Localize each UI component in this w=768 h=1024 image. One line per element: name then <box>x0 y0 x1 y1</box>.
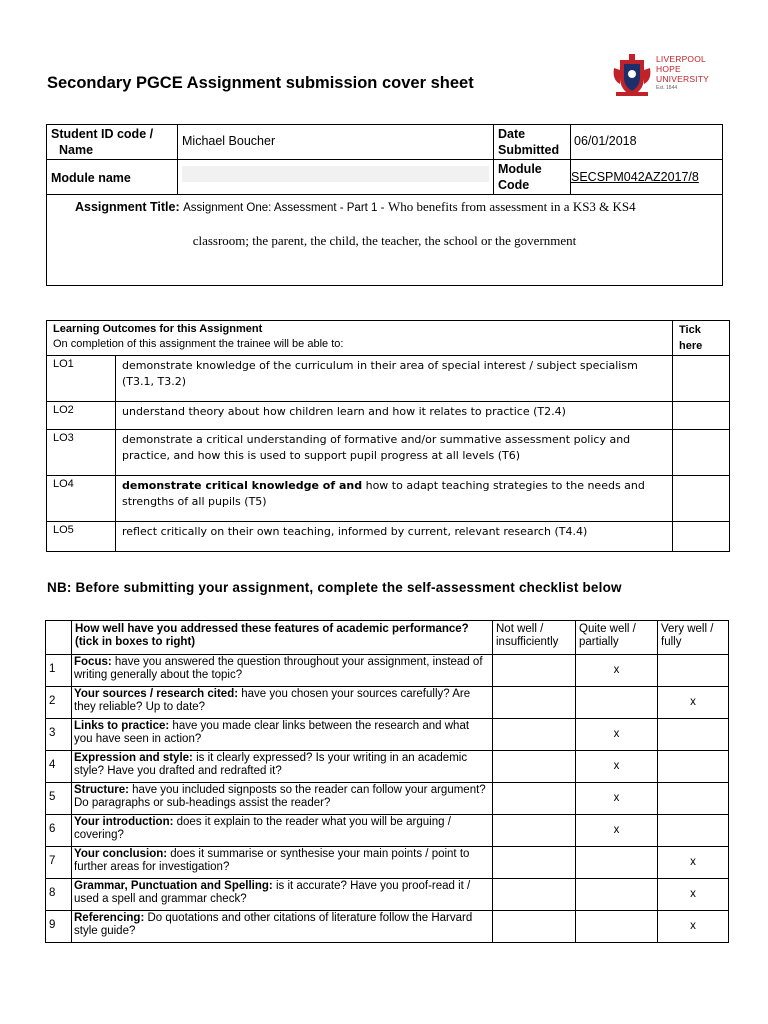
rating-quite-well-cell[interactable] <box>576 911 658 943</box>
outcome-code: LO4 <box>47 476 116 522</box>
rating-very-well-cell[interactable]: x <box>658 879 729 911</box>
rating-very-well-cell[interactable] <box>658 655 729 687</box>
rating-quite-well-cell[interactable] <box>576 847 658 879</box>
checklist-question-text: Do quotations and other citations of literature follow the Harvard style guide? <box>74 912 473 937</box>
checklist-question-label: Links to practice: <box>74 720 170 732</box>
checklist-row <box>46 911 729 943</box>
checklist-question-label: Your introduction: <box>74 816 174 828</box>
checklist-number: 1 <box>46 655 72 687</box>
outcome-tick-box[interactable] <box>673 522 730 552</box>
outcome-tick-box[interactable] <box>673 402 730 430</box>
checklist-number: 5 <box>46 783 72 815</box>
checklist-question-text: have you made clear links between the research and what you have seen in action? <box>74 720 470 745</box>
checklist-question-label: Structure: <box>74 784 129 796</box>
outcome-code: LO3 <box>47 430 116 476</box>
date-label-1: Date <box>498 127 526 141</box>
logo-line-1: LIVERPOOL <box>656 54 706 64</box>
checklist-number: 9 <box>46 911 72 943</box>
student-name: Michael Boucher <box>182 134 276 148</box>
col-very-well-header: Very well / fully <box>658 621 729 655</box>
checklist-question-header: How well have you addressed these features of academic performance? (tick in boxes to right) <box>72 621 493 655</box>
module-code-label-1: Module <box>498 162 542 176</box>
module-code-value: SECSPM042AZ2017/8 <box>571 170 699 184</box>
date-value: 06/01/2018 <box>574 134 637 148</box>
assignment-title-part2: Who benefits from assessment in a KS3 & KS4 <box>387 199 636 214</box>
rating-very-well-cell[interactable] <box>658 719 729 751</box>
date-label-cell <box>494 125 571 160</box>
outcomes-header-cell <box>47 321 673 356</box>
outcome-text-bold: demonstrate critical knowledge of and <box>122 479 363 492</box>
university-logo <box>612 50 722 100</box>
rating-not-well-cell[interactable] <box>493 847 576 879</box>
col-not-well-header: Not well / insufficiently <box>493 621 576 655</box>
outcome-row <box>47 430 730 476</box>
outcome-tick-box[interactable] <box>673 356 730 402</box>
checklist-question-label: Your sources / research cited: <box>74 688 239 700</box>
checklist-number: 2 <box>46 687 72 719</box>
outcome-code: LO5 <box>47 522 116 552</box>
outcome-tick-box[interactable] <box>673 430 730 476</box>
rating-not-well-cell[interactable] <box>493 719 576 751</box>
outcome-code: LO1 <box>47 356 116 402</box>
rating-very-well-cell[interactable]: x <box>658 847 729 879</box>
checklist-question-text: have you included signposts so the reader can follow your argument? Do paragraphs or sub-headings assist the reader? <box>74 784 486 809</box>
checklist-row <box>46 719 729 751</box>
logo-line-3: UNIVERSITY <box>656 74 710 84</box>
rating-not-well-cell[interactable] <box>493 783 576 815</box>
module-code-label-cell <box>494 160 571 195</box>
checklist-row <box>46 847 729 879</box>
rating-not-well-cell[interactable] <box>493 751 576 783</box>
outcomes-heading: Learning Outcomes for this Assignment <box>53 323 263 335</box>
checklist-row <box>46 783 729 815</box>
outcome-row <box>47 476 730 522</box>
checklist-question-label: Referencing: <box>74 912 145 924</box>
outcome-tick-box[interactable] <box>673 476 730 522</box>
self-assessment-table <box>45 620 729 943</box>
checklist-question-label: Grammar, Punctuation and Spelling: <box>74 880 273 892</box>
name-label: Name <box>59 143 94 157</box>
checklist-question <box>72 847 493 879</box>
checklist-number: 8 <box>46 879 72 911</box>
checklist-row <box>46 815 729 847</box>
checklist-question-label: Focus: <box>74 656 112 668</box>
student-name-cell <box>178 125 494 160</box>
cover-details-table <box>46 124 723 286</box>
rating-very-well-cell[interactable] <box>658 815 729 847</box>
outcome-text-cell <box>116 476 673 522</box>
checklist-number: 3 <box>46 719 72 751</box>
rating-quite-well-cell[interactable]: x <box>576 719 658 751</box>
checklist-question <box>72 911 493 943</box>
checklist-question-text: is it accurate? Have you proof-read it / used a spell and grammar check? <box>74 880 471 905</box>
rating-not-well-cell[interactable] <box>493 655 576 687</box>
checklist-question <box>72 815 493 847</box>
crest-icon <box>612 50 652 98</box>
checklist-number: 4 <box>46 751 72 783</box>
rating-very-well-cell[interactable]: x <box>658 911 729 943</box>
module-name-label: Module name <box>51 171 131 185</box>
rating-quite-well-cell[interactable]: x <box>576 751 658 783</box>
checklist-row <box>46 879 729 911</box>
outcomes-subheading: On completion of this assignment the trainee will be able to: <box>53 338 344 350</box>
checklist-number: 6 <box>46 815 72 847</box>
rating-quite-well-cell[interactable] <box>576 879 658 911</box>
checklist-question <box>72 687 493 719</box>
checklist-row <box>46 751 729 783</box>
checklist-question <box>72 879 493 911</box>
nb-instruction: NB: Before submitting your assignment, complete the self-assessment checklist below <box>47 580 622 595</box>
student-id-label: Student ID code / <box>51 127 154 141</box>
tick-label-2: here <box>679 340 703 352</box>
module-name-redacted <box>182 166 489 182</box>
col-quite-well-header: Quite well / partially <box>576 621 658 655</box>
rating-very-well-cell[interactable]: x <box>658 687 729 719</box>
outcome-row <box>47 522 730 552</box>
outcome-text: how to adapt teaching strategies to the needs and strengths of all pupils (T5) <box>122 479 645 508</box>
date-label-2: Submitted <box>498 143 560 157</box>
outcome-code: LO2 <box>47 402 116 430</box>
assignment-title-cell <box>47 195 723 286</box>
rating-quite-well-cell[interactable] <box>576 687 658 719</box>
checklist-row <box>46 687 729 719</box>
checklist-question-label: Expression and style: <box>74 752 193 764</box>
outcome-text: reflect critically on their own teaching, informed by current, relevant research (T4.4) <box>116 522 673 552</box>
checklist-question <box>72 783 493 815</box>
checklist-question-text: does it explain to the reader what you will be arguing / covering? <box>74 816 451 841</box>
rating-not-well-cell[interactable] <box>493 879 576 911</box>
checklist-number: 7 <box>46 847 72 879</box>
checklist-question-text: have you chosen your sources carefully? Are they reliable? Up to date? <box>74 688 471 713</box>
rating-quite-well-cell[interactable]: x <box>576 815 658 847</box>
rating-quite-well-cell[interactable]: x <box>576 783 658 815</box>
checklist-question <box>72 655 493 687</box>
module-name-value-cell <box>178 160 494 195</box>
logo-established: Est. 1844 <box>656 85 678 91</box>
checklist-question-label: Your conclusion: <box>74 848 168 860</box>
rating-not-well-cell[interactable] <box>493 815 576 847</box>
assignment-title-part1: Assignment One: Assessment - Part 1 - <box>183 202 385 214</box>
tick-label-1: Tick <box>679 324 701 336</box>
student-id-label-cell <box>47 125 178 160</box>
page-title: Secondary PGCE Assignment submission cover sheet <box>47 74 474 92</box>
logo-line-2: HOPE <box>656 64 681 74</box>
checklist-question-text: does it summarise or synthesise your main points / point to further areas for investigation? <box>74 848 470 873</box>
assignment-title-line2: classroom; the parent, the child, the teacher, the school or the government <box>192 233 577 248</box>
rating-not-well-cell[interactable] <box>493 687 576 719</box>
rating-quite-well-cell[interactable]: x <box>576 655 658 687</box>
checklist-row <box>46 655 729 687</box>
outcome-row <box>47 402 730 430</box>
checklist-question <box>72 751 493 783</box>
outcome-text: demonstrate a critical understanding of formative and/or summative assessment policy and practice, and how this is used to support pupil progress at all levels (T6) <box>116 430 673 476</box>
module-code-label-2: Code <box>498 178 530 192</box>
outcome-text: demonstrate knowledge of the curriculum in their area of special interest / subject specialism (T3.1, T3.2) <box>116 356 673 402</box>
rating-very-well-cell[interactable] <box>658 783 729 815</box>
module-name-label-cell <box>47 160 178 195</box>
assignment-title-label: Assignment Title: <box>75 200 180 214</box>
checklist-question-text: is it clearly expressed? Is your writing in an academic style? Have you drafted and redrafted it? <box>74 752 468 777</box>
outcome-text: understand theory about how children learn and how it relates to practice (T2.4) <box>116 402 673 430</box>
rating-very-well-cell[interactable] <box>658 751 729 783</box>
rating-not-well-cell[interactable] <box>493 911 576 943</box>
tick-header-cell <box>673 321 730 356</box>
outcome-row <box>47 356 730 402</box>
date-value-cell <box>571 125 723 160</box>
checklist-question-text: have you answered the question throughout your assignment, instead of writing generally about the topic? <box>74 656 483 681</box>
number-header-cell <box>46 621 72 655</box>
learning-outcomes-table <box>46 320 730 552</box>
checklist-question <box>72 719 493 751</box>
module-code-value-cell <box>571 160 723 195</box>
